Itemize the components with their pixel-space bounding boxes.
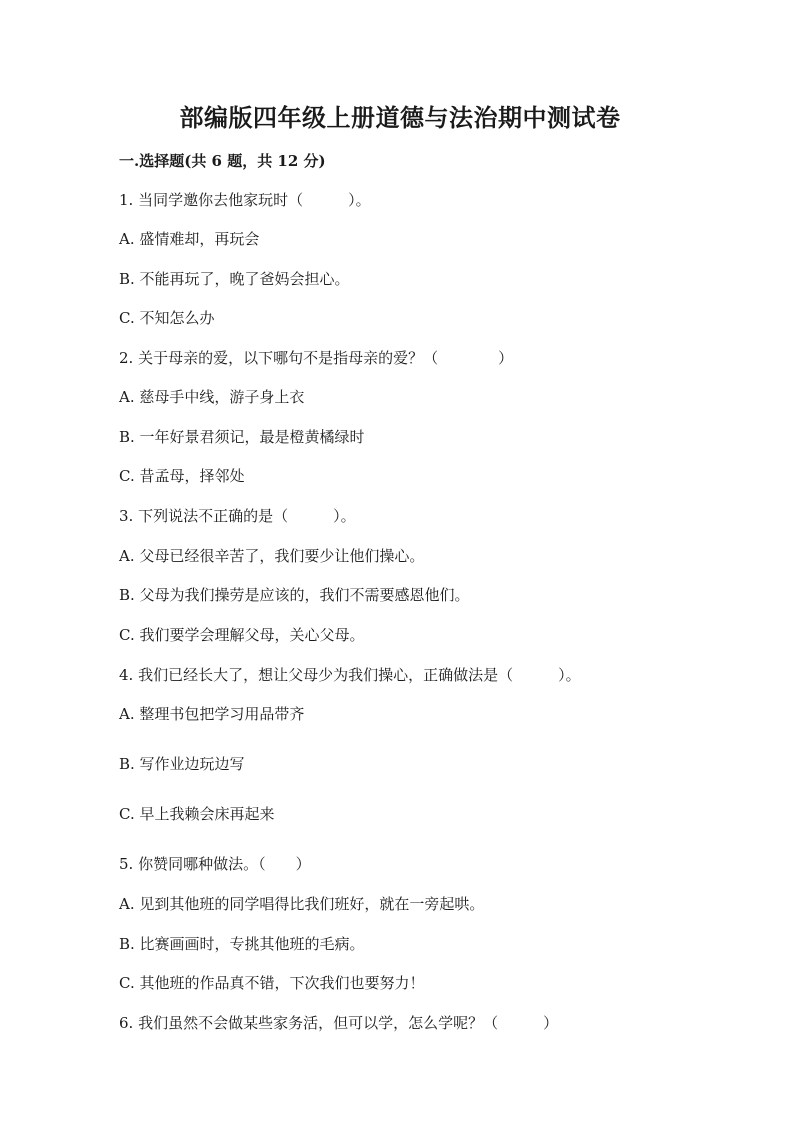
question-1-option-b: B. 不能再玩了，晚了爸妈会担心。: [119, 270, 350, 288]
question-3-option-b: B. 父母为我们操劳是应该的，我们不需要感恩他们。: [119, 586, 470, 604]
question-5-option-b: B. 比赛画画时，专挑其他班的毛病。: [119, 935, 365, 953]
question-5-option-c: C. 其他班的作品真不错，下次我们也要努力！: [119, 974, 425, 992]
question-1-option-a: A. 盛情难却，再玩会: [119, 230, 260, 248]
question-5-stem: 5. 你赞同哪种做法。（ ）: [119, 855, 311, 873]
section-heading: 一.选择题(共 6 题，共 12 分): [119, 152, 326, 170]
question-3-option-a: A. 父母已经很辛苦了，我们要少让他们操心。: [119, 547, 425, 565]
question-4-option-a: A. 整理书包把学习用品带齐: [119, 705, 305, 723]
question-2-option-a: A. 慈母手中线，游子身上衣: [119, 388, 305, 406]
question-2-option-b: B. 一年好景君须记，最是橙黄橘绿时: [119, 428, 365, 446]
question-1-stem: 1. 当同学邀你去他家玩时（ ）。: [119, 191, 371, 209]
question-3-option-c: C. 我们要学会理解父母，关心父母。: [119, 626, 365, 644]
page-title: 部编版四年级上册道德与法治期中测试卷: [179, 103, 621, 132]
question-6-stem: 6. 我们虽然不会做某些家务活，但可以学，怎么学呢？（ ）: [119, 1014, 559, 1032]
question-5-option-a: A. 见到其他班的同学唱得比我们班好，就在一旁起哄。: [119, 895, 485, 913]
question-4-stem: 4. 我们已经长大了，想让父母少为我们操心，正确做法是（ ）。: [119, 666, 581, 684]
question-2-option-c: C. 昔孟母，择邻处: [119, 467, 245, 485]
question-1-option-c: C. 不知怎么办: [119, 309, 215, 327]
question-3-stem: 3. 下列说法不正确的是（ ）。: [119, 507, 356, 525]
question-2-stem: 2. 关于母亲的爱，以下哪句不是指母亲的爱？（ ）: [119, 349, 514, 367]
question-4-option-b: B. 写作业边玩边写: [119, 755, 245, 773]
question-4-option-c: C. 早上我赖会床再起来: [119, 805, 275, 823]
